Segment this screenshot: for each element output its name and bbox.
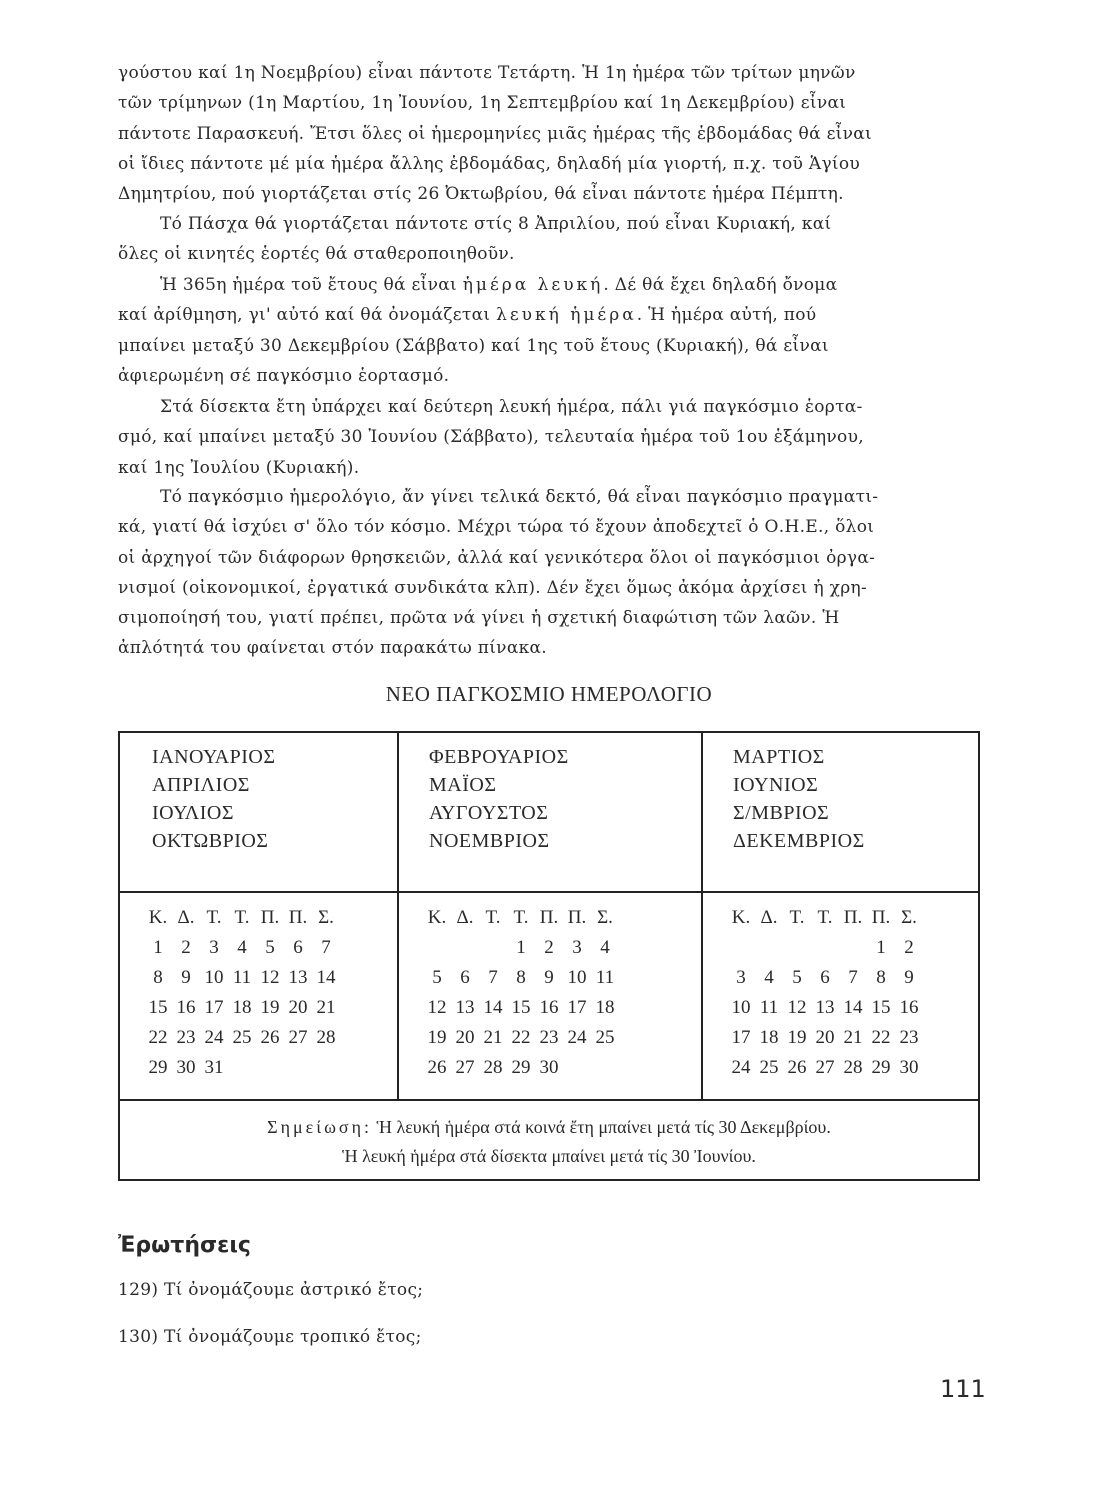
text-fragment: καί ἀρίθμηση, γι' αὐτό καί θά ὀνομάζεται: [118, 305, 491, 326]
day-cell: 9: [181, 967, 191, 988]
text-line: οἱ ἀρχηγοί τῶν διάφορων θρησκειῶν, ἀλλά καί γενικότερα ὅλοι οἱ παγκόσμιοι ὀργα-: [118, 547, 876, 568]
day-cell: 10: [204, 967, 224, 988]
month-group-1: [119, 732, 398, 892]
day-cell: 2: [544, 937, 554, 958]
day-cell: 30: [176, 1057, 196, 1078]
day-cell: 21: [316, 997, 336, 1018]
day-cell: 13: [288, 967, 308, 988]
note-line-2: Ἡ λευκή ἡμέρα στά δίσεκτα μπαίνει μετά τίς 30 Ἰουνίου.: [342, 1146, 756, 1166]
day-cell: 20: [455, 1027, 475, 1048]
text-line: σμό, καί μπαίνει μεταξύ 30 Ἰουνίου (Σάββατο), τελευταία ἡμέρα τοῦ 1ου ἑξάμηνου,: [118, 427, 864, 448]
day-cell: 21: [483, 1027, 503, 1048]
text-fragment: Ἡ 365η ἡμέρα τοῦ ἔτους θά εἶναι: [160, 275, 457, 295]
paragraph-easter: [118, 209, 980, 270]
day-cell: 5: [265, 937, 275, 958]
weekday-header: Σ.: [901, 907, 917, 928]
day-cell: 29: [511, 1057, 531, 1078]
day-cell: [479, 933, 507, 963]
note-row: [119, 1100, 979, 1180]
day-cell: 17: [204, 997, 224, 1018]
day-cell: [563, 1053, 591, 1083]
text-line: Τό παγκόσμιο ἡμερολόγιο, ἄν γίνει τελικά δεκτό, θά εἶναι παγκόσμιο πραγματι-: [160, 487, 879, 507]
question-item: 129) Τί ὀνομάζουμε ἀστρικό ἔτος;: [118, 1280, 424, 1300]
weekday-header: Π.: [288, 907, 308, 928]
weekday-header: Δ.: [177, 907, 195, 928]
weekday-header: Π.: [260, 907, 280, 928]
day-cell: 19: [427, 1027, 447, 1048]
weekday-header: Κ.: [427, 907, 447, 928]
day-cell: 6: [293, 937, 303, 958]
day-cell: [312, 1053, 340, 1083]
day-cell: 29: [871, 1057, 891, 1078]
text-line: [118, 270, 980, 300]
day-cell: 12: [260, 967, 280, 988]
day-cell: 4: [237, 937, 247, 958]
day-grid-1: [119, 892, 398, 1100]
day-cell: 13: [455, 997, 475, 1018]
month-name: ΙΟΥΛΙΟΣ: [152, 802, 235, 824]
day-cell: 4: [600, 937, 610, 958]
day-cell: 11: [232, 967, 252, 988]
paragraph-white-day: [118, 270, 980, 391]
day-cell: 7: [321, 937, 331, 958]
day-cell: 25: [595, 1027, 615, 1048]
weekday-header: Τ.: [513, 907, 529, 928]
day-cell: 14: [483, 997, 503, 1018]
day-cell: 28: [316, 1027, 336, 1048]
weekday-header: Π.: [871, 907, 891, 928]
day-cell: 8: [516, 967, 526, 988]
day-cell: 16: [899, 997, 919, 1018]
day-cell: 14: [316, 967, 336, 988]
day-cell: 11: [595, 967, 615, 988]
text-line: μπαίνει μεταξύ 30 Δεκεμβρίου (Σάββατο) καί 1ης τοῦ ἔτους (Κυριακή), θά εἶναι: [118, 335, 829, 356]
day-cell: [423, 933, 451, 963]
day-cell: 15: [511, 997, 531, 1018]
day-cell: 26: [787, 1057, 807, 1078]
day-grid: [727, 903, 978, 1083]
month-name: ΙΑΝΟΥΑΡΙΟΣ: [152, 746, 276, 768]
text-line: [118, 300, 980, 330]
weekday-header: Π.: [567, 907, 587, 928]
text-line: Τό Πάσχα θά γιορτάζεται πάντοτε στίς 8 Ἀπριλίου, πού εἶναι Κυριακή, καί: [160, 214, 832, 234]
day-cell: 24: [731, 1057, 751, 1078]
day-cell: 23: [899, 1027, 919, 1048]
day-cell: 13: [815, 997, 835, 1018]
weekday-header: Σ.: [597, 907, 613, 928]
table-title: ΝΕΟ ΠΑΓΚΟΣΜΙΟ ΗΜΕΡΟΛΟΓΙΟ: [385, 682, 713, 706]
day-cell: 7: [848, 967, 858, 988]
day-cell: 30: [539, 1057, 559, 1078]
month-name: ΦΕΒΡΟΥΑΡΙΟΣ: [429, 746, 569, 768]
day-cell: 18: [232, 997, 252, 1018]
day-cell: 9: [904, 967, 914, 988]
day-cell: 24: [567, 1027, 587, 1048]
text-line: Στά δίσεκτα ἔτη ὑπάρχει καί δεύτερη λευκή ἡμέρα, πάλι γιά παγκόσμιο ἑορτα-: [160, 397, 863, 417]
day-cell: 1: [153, 937, 163, 958]
day-cell: 9: [544, 967, 554, 988]
text-fragment: . Ἡ ἡμέρα αὐτή, πού: [636, 305, 817, 326]
month-name: ΑΠΡΙΛΙΟΣ: [152, 774, 250, 796]
day-cell: 16: [539, 997, 559, 1018]
text-line: σιμοποίησή του, γιατί πρέπει, πρῶτα νά γίνει ἡ σχετική διαφώτιση τῶν λαῶν. Ἡ: [118, 608, 840, 629]
day-cell: 17: [567, 997, 587, 1018]
day-cell: 5: [432, 967, 442, 988]
questions-heading: Ἐρωτήσεις: [118, 1233, 251, 1258]
day-cell: 18: [595, 997, 615, 1018]
month-name: ΟΚΤΩΒΡΙΟΣ: [152, 830, 269, 852]
days-row: [119, 892, 979, 1100]
text-line: ἀφιερωμένη σέ παγκόσμιο ἑορτασμό.: [118, 365, 450, 386]
day-cell: 24: [204, 1027, 224, 1048]
weekday-header: Κ.: [731, 907, 751, 928]
month-group-2: [398, 732, 702, 892]
day-cell: 7: [488, 967, 498, 988]
day-grid-3: [702, 892, 979, 1100]
day-cell: 15: [871, 997, 891, 1018]
day-cell: [591, 1053, 619, 1083]
day-cell: 25: [232, 1027, 252, 1048]
weekday-header: Τ.: [789, 907, 805, 928]
calendar-note: [119, 1100, 979, 1180]
weekday-header: Δ.: [760, 907, 778, 928]
day-cell: 17: [731, 1027, 751, 1048]
day-cell: 10: [567, 967, 587, 988]
text-line: κά, γιατί θά ἰσχύει σ' ὅλο τόν κόσμο. Μέχρι τώρα τό ἔχουν ἀποδεχτεῖ ὁ Ο.Η.Ε., ὅλοι: [118, 517, 875, 538]
day-cell: [228, 1053, 256, 1083]
day-cell: 11: [759, 997, 779, 1018]
text-line: καί 1ης Ἰουλίου (Κυριακή).: [118, 457, 360, 478]
day-cell: 6: [820, 967, 830, 988]
text-line: ἀπλότητά του φαίνεται στόν παρακάτω πίνακα.: [118, 638, 548, 659]
text-line: Δημητρίου, πού γιορτάζεται στίς 26 Ὀκτωβρίου, θά εἶναι πάντοτε ἡμέρα Πέμπτη.: [118, 184, 844, 205]
day-grid-2: [398, 892, 702, 1100]
note-label: Σημείωση:: [267, 1117, 373, 1137]
paragraph-leap-year: [118, 392, 980, 483]
day-cell: 22: [511, 1027, 531, 1048]
day-cell: 28: [483, 1057, 503, 1078]
text-line: τῶν τρίμηνων (1η Μαρτίου, 1η Ἰουνίου, 1η Σεπτεμβρίου καί 1η Δεκεμβρίου) εἶναι: [118, 93, 847, 114]
day-cell: [755, 933, 783, 963]
weekday-header: Τ.: [485, 907, 501, 928]
day-cell: 8: [153, 967, 163, 988]
month-name: ΙΟΥΝΙΟΣ: [733, 774, 819, 796]
day-cell: [727, 933, 755, 963]
text-fragment: . Δέ θά ἔχει δηλαδή ὄνομα: [603, 275, 838, 295]
note-line-1: [120, 1101, 978, 1142]
months-row: [119, 732, 979, 892]
month-name: ΔΕΚΕΜΒΡΙΟΣ: [733, 830, 865, 852]
day-cell: 19: [260, 997, 280, 1018]
day-cell: 2: [904, 937, 914, 958]
day-cell: 28: [843, 1057, 863, 1078]
day-cell: 4: [764, 967, 774, 988]
text-line: νισμοί (οἰκονομικοί, ἐργατικά συνδικάτα κλπ). Δέν ἔχει ὅμως ἀκόμα ἀρχίσει ἡ χρη-: [118, 577, 868, 598]
day-cell: 26: [427, 1057, 447, 1078]
paragraph-world-calendar: [118, 482, 980, 664]
day-grid: [144, 903, 397, 1083]
day-cell: 10: [731, 997, 751, 1018]
day-cell: 3: [572, 937, 582, 958]
day-cell: 20: [815, 1027, 835, 1048]
weekday-header: Κ.: [148, 907, 168, 928]
day-cell: 20: [288, 997, 308, 1018]
day-cell: 12: [787, 997, 807, 1018]
weekday-header: Π.: [843, 907, 863, 928]
weekday-header: Τ.: [206, 907, 222, 928]
weekday-header: Τ.: [817, 907, 833, 928]
month-name: ΝΟΕΜΒΡΙΟΣ: [429, 830, 550, 852]
question-item: 130) Τί ὀνομάζουμε τροπικό ἔτος;: [118, 1327, 422, 1347]
day-cell: 3: [209, 937, 219, 958]
day-cell: 14: [843, 997, 863, 1018]
day-cell: 23: [176, 1027, 196, 1048]
day-cell: 12: [427, 997, 447, 1018]
day-cell: 6: [460, 967, 470, 988]
day-cell: 1: [516, 937, 526, 958]
day-cell: 22: [871, 1027, 891, 1048]
spaced-term: ἡμέρα λευκή: [462, 275, 604, 295]
day-cell: 25: [759, 1057, 779, 1078]
day-cell: 22: [148, 1027, 168, 1048]
month-name: Σ/ΜΒΡΙΟΣ: [733, 802, 830, 824]
day-grid: [423, 903, 701, 1083]
day-cell: 19: [787, 1027, 807, 1048]
day-cell: 16: [176, 997, 196, 1018]
paragraph-weekday-rule: [118, 58, 980, 209]
day-cell: 1: [876, 937, 886, 958]
text-line: ὅλες οἱ κινητές ἑορτές θά σταθεροποιηθοῦν.: [118, 244, 515, 265]
month-name: ΜΑΪΟΣ: [429, 774, 497, 796]
day-cell: [783, 933, 811, 963]
day-cell: 3: [736, 967, 746, 988]
day-cell: 23: [539, 1027, 559, 1048]
month-name: ΜΑΡΤΙΟΣ: [733, 746, 825, 768]
day-cell: 26: [260, 1027, 280, 1048]
weekday-header: Π.: [539, 907, 559, 928]
day-cell: [839, 933, 867, 963]
day-cell: [256, 1053, 284, 1083]
world-calendar-table: [118, 731, 980, 1181]
weekday-header: Δ.: [456, 907, 474, 928]
day-cell: 18: [759, 1027, 779, 1048]
month-name: ΑΥΓΟΥΣΤΟΣ: [429, 802, 549, 824]
day-cell: 27: [815, 1057, 835, 1078]
day-cell: 5: [792, 967, 802, 988]
text-line: οἱ ἴδιες πάντοτε μέ μία ἡμέρα ἄλλης ἑβδομάδας, δηλαδή μία γιορτή, π.χ. τοῦ Ἁγίου: [118, 153, 861, 174]
day-cell: [811, 933, 839, 963]
day-cell: [451, 933, 479, 963]
day-cell: 31: [204, 1057, 224, 1078]
day-cell: 8: [876, 967, 886, 988]
text-line: πάντοτε Παρασκευή. Ἔτσι ὅλες οἱ ἡμερομηνίες μιᾶς ἡμέρας τῆς ἑβδομάδας θά εἶναι: [118, 123, 873, 144]
day-cell: 27: [455, 1057, 475, 1078]
day-cell: [284, 1053, 312, 1083]
day-cell: 2: [181, 937, 191, 958]
weekday-header: Σ.: [318, 907, 334, 928]
weekday-header: Τ.: [234, 907, 250, 928]
day-cell: 27: [288, 1027, 308, 1048]
month-group-3: [702, 732, 979, 892]
note-text: Ἡ λευκή ἡμέρα στά κοινά ἔτη μπαίνει μετά τίς 30 Δεκεμβρίου.: [376, 1117, 831, 1137]
day-cell: 29: [148, 1057, 168, 1078]
day-cell: 30: [899, 1057, 919, 1078]
text-line: γούστου καί 1η Νοεμβρίου) εἶναι πάντοτε Τετάρτη. Ἡ 1η ἡμέρα τῶν τρίτων μηνῶν: [118, 63, 856, 83]
day-cell: 15: [148, 997, 168, 1018]
page-number: 111: [940, 1375, 986, 1403]
day-cell: 21: [843, 1027, 863, 1048]
spaced-term: λευκή ἡμέρα: [496, 305, 637, 326]
